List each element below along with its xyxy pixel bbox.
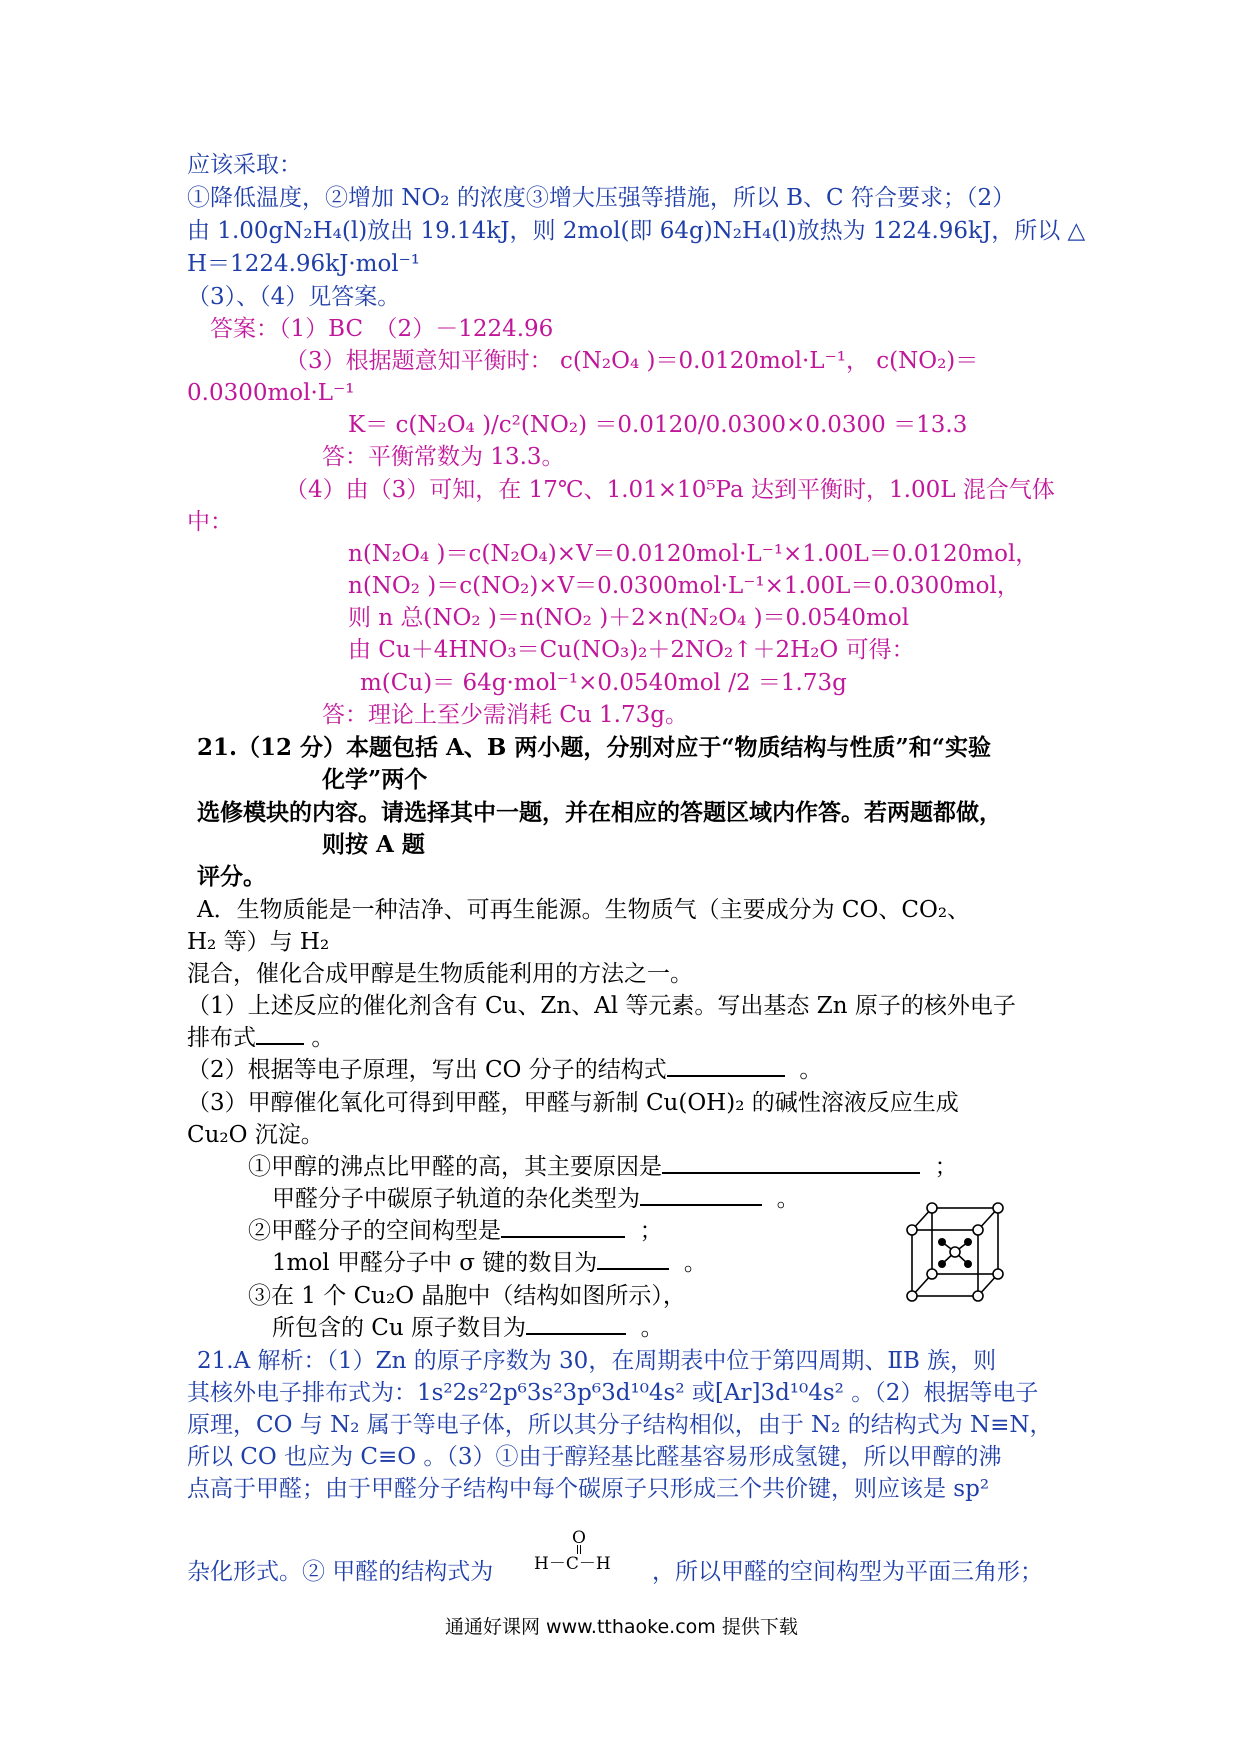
answer-line-12: m(Cu)＝ 64g·mol⁻¹×0.0540mol /2 ＝1.73g bbox=[360, 670, 847, 696]
analysis-line-2: ①降低温度，②增加 NO₂ 的浓度③增大压强等措施，所以 B、C 符合要求；（2） bbox=[187, 185, 1016, 211]
answer-blank-7[interactable] bbox=[526, 1315, 626, 1335]
q21-header-line-2: 化学”两个 bbox=[322, 766, 428, 793]
formaldehyde-chain: H－C－H bbox=[534, 1554, 611, 1574]
sub4-text: 1mol 甲醛分子中 σ 键的数目为 bbox=[272, 1250, 598, 1276]
q21-header-line-5: 评分。 bbox=[197, 863, 266, 890]
answer-line-3: 0.0300mol·L⁻¹ bbox=[187, 380, 355, 406]
answer-line-5: 答：平衡常数为 13.3。 bbox=[322, 444, 565, 470]
q21-header-line-3: 选修模块的内容。请选择其中一题，并在相应的答题区域内作答。若两题都做， bbox=[197, 799, 1002, 826]
q21a-part3-line-1: （3）甲醇催化氧化可得到甲醛，甲醛与新制 Cu(OH)₂ 的碱性溶液反应生成 bbox=[187, 1090, 959, 1116]
analysis-a-line-2: 其核外电子排布式为：1s²2s²2p⁶3s²3p⁶3d¹⁰4s² 或[Ar]3d¹⁰4s² 。（2）根据等电子 bbox=[187, 1380, 1039, 1406]
part1-prefix: 排布式 bbox=[187, 1025, 256, 1051]
sub6-suffix: 。 bbox=[640, 1315, 664, 1341]
analysis-line-1: 应该采取： bbox=[187, 152, 302, 178]
q21a-sub2 bbox=[272, 1184, 800, 1214]
answer-line-8: n(N₂O₄ )＝c(N₂O₄)×V＝0.0120mol·L⁻¹×1.00L＝0.0120mol， bbox=[348, 541, 1039, 567]
analysis-a-line-5: 点高于甲醛；由于甲醛分子结构中每个碳原子只形成三个共价键，则应该是 sp² bbox=[187, 1476, 990, 1502]
analysis-a-line-3: 原理，CO 与 N₂ 属于等电子体，所以其分子结构相似，由于 N₂ 的结构式为 N≡N， bbox=[187, 1412, 1053, 1438]
answer-line-13: 答：理论上至少需消耗 Cu 1.73g。 bbox=[322, 702, 688, 728]
answer-blank-4[interactable] bbox=[640, 1186, 762, 1206]
part2-text: （2）根据等电子原理，写出 CO 分子的结构式 bbox=[187, 1057, 667, 1083]
analysis-a-line-6a: 杂化形式。② 甲醛的结构式为 bbox=[187, 1559, 494, 1585]
formaldehyde-structure bbox=[534, 1530, 624, 1580]
q21-header-line-1: 21.（12 分）本题包括 A、B 两小题，分别对应于“物质结构与性质”和“实验 bbox=[197, 734, 992, 761]
analysis-a-line-4: 所以 CO 也应为 C≡O 。（3）①由于醇羟基比醛基容易形成氢键，所以甲醇的沸 bbox=[187, 1444, 1002, 1470]
q21a-sub6 bbox=[272, 1313, 664, 1343]
answer-line-6: （4）由（3）可知，在 17℃、1.01×10⁵Pa 达到平衡时，1.00L 混合气体 bbox=[285, 477, 1055, 503]
answer-blank-5[interactable] bbox=[501, 1218, 625, 1238]
q21a-part3-line-2: Cu₂O 沉淀。 bbox=[187, 1122, 324, 1148]
analysis-a-line-1: 21.A 解析：（1）Zn 的原子序数为 30，在周期表中位于第四周期、ⅡB 族，则 bbox=[197, 1348, 997, 1374]
answer-blank-3[interactable] bbox=[662, 1154, 920, 1174]
answer-blank-6[interactable] bbox=[597, 1250, 669, 1270]
q21a-sub3 bbox=[248, 1216, 663, 1246]
sub1-suffix: ； bbox=[934, 1154, 958, 1180]
answer-blank-2[interactable] bbox=[667, 1057, 785, 1077]
q21a-sub1 bbox=[248, 1152, 958, 1182]
sub6-text: 所包含的 Cu 原子数目为 bbox=[272, 1315, 527, 1341]
analysis-line-5: （3）、（4）见答案。 bbox=[187, 284, 401, 310]
q21-header-line-4: 则按 A 题 bbox=[322, 831, 425, 858]
cu2o-crystal-cell-figure bbox=[900, 1200, 1020, 1310]
sub3-suffix: ； bbox=[639, 1218, 663, 1244]
answer-line-9: n(NO₂ )＝c(NO₂)×V＝0.0300mol·L⁻¹×1.00L＝0.0300mol， bbox=[348, 573, 1020, 599]
analysis-line-4: H＝1224.96kJ·mol⁻¹ bbox=[187, 251, 421, 277]
q21a-sub5: ③在 1 个 Cu₂O 晶胞中（结构如图所示）， bbox=[248, 1283, 686, 1309]
analysis-a-line-6b: ，所以甲醛的空间构型为平面三角形； bbox=[652, 1559, 1043, 1585]
answer-line-1: 答案：（1）BC （2）－1224.96 bbox=[210, 316, 554, 342]
answer-line-4: K＝ c(N₂O₄ )/c²(NO₂) ＝0.0120/0.0300×0.0300 ＝13.3 bbox=[348, 412, 968, 438]
sub4-suffix: 。 bbox=[683, 1250, 707, 1276]
part1-suffix: 。 bbox=[311, 1025, 335, 1051]
sub1-text: ①甲醇的沸点比甲醛的高，其主要原因是 bbox=[248, 1154, 662, 1180]
q21a-intro-3: 混合，催化合成甲醇是生物质能利用的方法之一。 bbox=[187, 961, 693, 987]
q21a-part2 bbox=[187, 1055, 822, 1085]
formaldehyde-oxygen: O bbox=[572, 1528, 586, 1548]
answer-line-7: 中： bbox=[187, 509, 233, 535]
q21a-sub4 bbox=[272, 1248, 707, 1278]
answer-line-10: 则 n 总(NO₂ )＝n(NO₂ )＋2×n(N₂O₄ )＝0.0540mol bbox=[348, 605, 910, 631]
part2-suffix: 。 bbox=[799, 1057, 823, 1083]
analysis-line-3: 由 1.00gN₂H₄(l)放出 19.14kJ，则 2mol(即 64g)N₂H₄(l)放热为 1224.96kJ，所以 △ bbox=[187, 218, 1086, 244]
sub3-text: ②甲醛分子的空间构型是 bbox=[248, 1218, 501, 1244]
page-footer: 通通好课网 www.tthaoke.com 提供下载 bbox=[445, 1616, 798, 1638]
answer-line-11: 由 Cu＋4HNO₃＝Cu(NO₃)₂＋2NO₂↑＋2H₂O 可得： bbox=[348, 637, 915, 663]
q21a-intro-2: H₂ 等）与 H₂ bbox=[187, 929, 330, 955]
sub2-text: 甲醛分子中碳原子轨道的杂化类型为 bbox=[272, 1186, 640, 1212]
q21a-intro-1: A．生物质能是一种洁净、可再生能源。生物质气（主要成分为 CO、CO₂、 bbox=[197, 897, 971, 923]
answer-line-2: （3）根据题意知平衡时： c(N₂O₄ )＝0.0120mol·L⁻¹， c(NO₂)＝ bbox=[285, 348, 979, 374]
sub2-suffix: 。 bbox=[776, 1186, 800, 1212]
q21a-part1-line-2 bbox=[187, 1023, 334, 1053]
q21a-part1-line-1: （1）上述反应的催化剂含有 Cu、Zn、Al 等元素。写出基态 Zn 原子的核外电子 bbox=[187, 993, 1016, 1019]
answer-blank-1[interactable] bbox=[256, 1025, 304, 1045]
